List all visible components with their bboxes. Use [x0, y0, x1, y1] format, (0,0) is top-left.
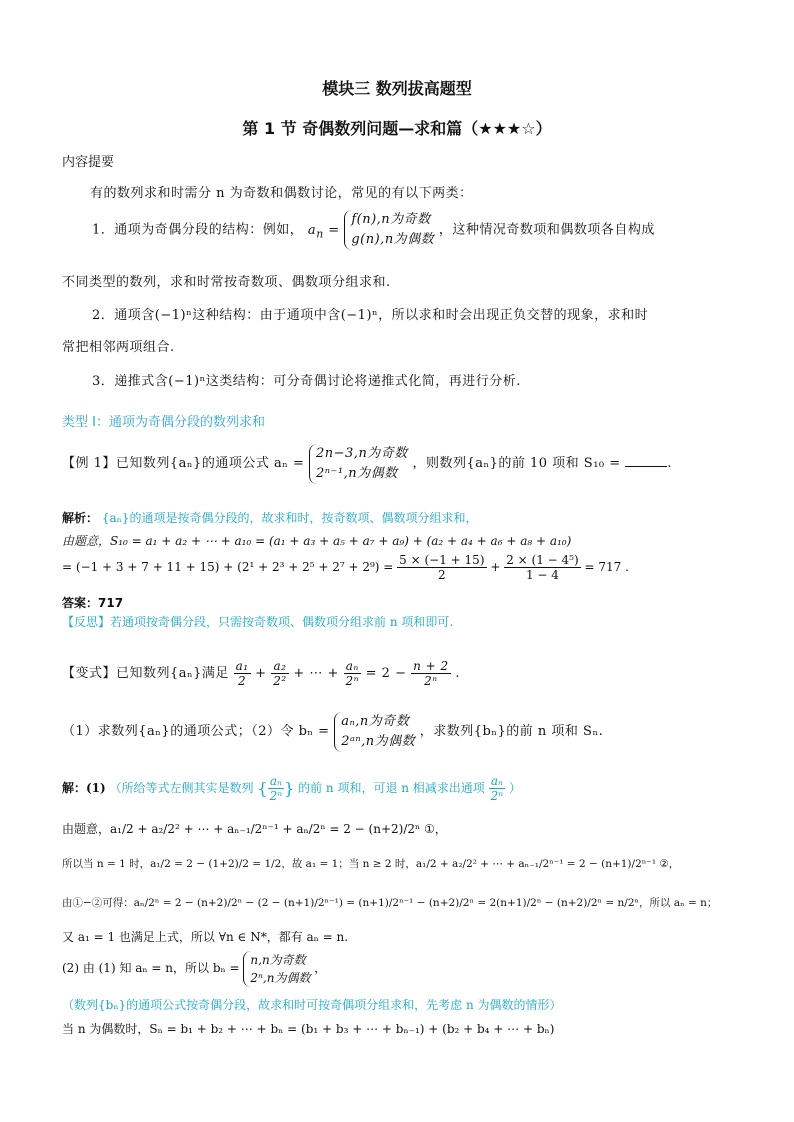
variant-plus: + [255, 666, 267, 681]
variant-question-suffix: ，求数列{bₙ}的前 n 项和 Sₙ. [419, 724, 604, 739]
variant-prefix: 【变式】已知数列{aₙ}满足 [62, 666, 229, 681]
solution-2-line-4: 由①−②可得：aₙ/2ⁿ = 2 − (n+2)/2ⁿ − (2 − (n+1)/2ⁿ⁻¹) = (n+1)/2ⁿ⁻¹ − (n+2)/2ⁿ = 2(n+1)/2ⁿ − (n+2)/2ⁿ = n/2ⁿ，所以 aₙ = n； [62, 897, 718, 909]
example-1-suffix: ，则数列{aₙ}的前 10 项和 S₁₀ = [412, 456, 621, 471]
solution-2-hint-fraction [268, 774, 285, 803]
summary-heading: 内容提要 [62, 155, 115, 170]
solution-2-hint-c: ） [508, 781, 521, 795]
variant-fraction-3-num: aₙ [344, 659, 362, 674]
variant-fraction-4-den: 2ⁿ [424, 674, 438, 688]
solution-2-hint-a: （所给等式左侧其实是数列 [109, 781, 254, 795]
variant-statement [62, 656, 460, 692]
solution-2-hint-2: （数列{bₙ}的通项公式按奇偶分段，故求和时可按奇偶项分组求和，先考虑 n 为偶数的情形） [62, 998, 562, 1012]
variant-fraction-4 [411, 659, 451, 688]
example-1-case-2: 2ⁿ⁻¹,n为偶数 [316, 465, 398, 481]
variant-fraction-1 [234, 659, 251, 688]
solution-1-line-2: 由题意，S₁₀ = a₁ + a₂ + ⋯ + a₁₀ = (a₁ + a₃ + a₅ + a₇ + a₉) + (a₂ + a₄ + a₆ + a₈ + a₁₀) [62, 534, 572, 548]
item-1-case-2: g(n),n为偶数 [351, 232, 435, 247]
solution-2-hint-fraction-2 [489, 774, 506, 803]
variant-end: . [455, 666, 460, 681]
reflection-1: 【反思】若通项按奇偶分段，只需按奇数项、偶数项分组求前 n 项和即可. [62, 615, 454, 629]
right-brace-icon: } [284, 778, 295, 798]
example-1 [62, 442, 672, 486]
item-2-line-2: 常把相邻两项组合. [62, 340, 175, 355]
fraction-1-denominator: 2 [438, 568, 446, 582]
item-1-prefix: 1．通项为奇偶分段的结构：例如， [92, 222, 304, 238]
example-1-case-1: 2n−3,n为奇数 [316, 445, 408, 461]
variant-dots: + ⋯ + [293, 666, 339, 681]
item-1-continued: 不同类型的数列，求和时常按奇数项、偶数项分组求和. [62, 275, 391, 290]
variant-question-prefix: （1）求数列{aₙ}的通项公式；（2）令 bₙ = [62, 724, 330, 739]
variant-fraction-2 [271, 659, 288, 688]
item-2-line-1: 2．通项含(−1)ⁿ这种结构：由于通项中含(−1)ⁿ，所以求和时会出现正负交替的现象，求和时 [92, 308, 649, 323]
solution-2-line-5: 又 a₁ = 1 也满足上式，所以 ∀n ∈ N*，都有 aₙ = n. [62, 930, 349, 944]
solution-2-hint-b: 的前 n 项和，可退 n 相减求出通项 [298, 781, 485, 795]
item-1 [92, 210, 655, 254]
variant-fraction-3 [344, 659, 362, 688]
fraction-2-denominator: 1 − 4 [525, 568, 559, 582]
fraction-2-numerator: 2 × (1 − 4⁵) [506, 553, 579, 567]
variant-fraction-4-num: n + 2 [413, 659, 449, 673]
hint-fraction-2-den: 2ⁿ [490, 789, 504, 803]
plus-sign: + [490, 560, 501, 574]
variant-question [62, 710, 603, 754]
variant-question-cases [334, 712, 415, 752]
solution-2-part-2-prefix: (2) 由 (1) 知 aₙ = n，所以 bₙ = [62, 961, 240, 975]
solution-2-cases [243, 951, 310, 987]
solution-2-line-7: 当 n 为偶数时，Sₙ = b₁ + b₂ + ⋯ + bₙ = (b₁ + b₃ + ⋯ + bₙ₋₁) + (b₂ + b₄ + ⋯ + bₙ) [62, 1022, 555, 1036]
solution-1-fraction-2 [504, 553, 580, 582]
solution-2-label: 解：(1) [62, 781, 106, 795]
solution-2-case-2: 2ⁿ,n为偶数 [250, 970, 311, 985]
answer-1: 答案：717 [62, 596, 124, 610]
solution-2-line-2: 由题意，a₁/2 + a₂/2² + ⋯ + aₙ₋₁/2ⁿ⁻¹ + aₙ/2ⁿ = 2 − (n+2)/2ⁿ ①， [62, 822, 447, 836]
solution-2-line-3: 所以当 n = 1 时，a₁/2 = 2 − (1+2)/2 = 1/2，故 a₁ = 1；当 n ≥ 2 时，a₁/2 + a₂/2² + ⋯ + aₙ₋₁/2ⁿ⁻¹ = 2 − (n+1)/2ⁿ⁻¹ ②， [62, 858, 680, 870]
item-1-cases [344, 210, 434, 250]
variant-fraction-1-num: a₁ [235, 659, 249, 673]
solution-1-result: = 717 . [584, 560, 629, 574]
solution-1-fraction-1 [397, 553, 486, 582]
solution-2-case-1: n,n为奇数 [250, 952, 306, 967]
example-1-prefix: 【例 1】已知数列{aₙ}的通项公式 aₙ = [62, 456, 305, 471]
variant-equals: = 2 − [365, 666, 407, 681]
left-brace-icon: { [257, 778, 268, 798]
item-1-case-1: f(n),n为奇数 [351, 212, 431, 227]
variant-fraction-1-den: 2 [237, 674, 247, 688]
intro-text: 有的数列求和时需分 n 为奇数和偶数讨论，常见的有以下两类： [90, 186, 473, 201]
item-3: 3．递推式含(−1)ⁿ这类结构：可分奇偶讨论将递推式化简，再进行分析. [92, 374, 521, 389]
variant-fraction-2-num: a₂ [271, 659, 288, 674]
example-1-cases [309, 444, 408, 484]
solution-1-line-3 [62, 551, 629, 583]
hint-fraction-2-num: aₙ [489, 774, 506, 789]
hint-fraction-den: 2ⁿ [269, 789, 283, 803]
solution-2-line-6 [62, 948, 326, 988]
section-title: 第 1 节 奇偶数列问题—求和篇（★★★☆） [242, 119, 552, 138]
variant-case-2: 2ᵃⁿ,n为偶数 [341, 733, 416, 749]
example-1-end: . [667, 456, 672, 471]
answer-blank[interactable] [625, 454, 667, 467]
solution-1-line-3a: = (−1 + 3 + 7 + 11 + 15) + (2¹ + 2³ + 2⁵ + 2⁷ + 2⁹) = [62, 560, 394, 574]
variant-fraction-2-den: 2² [273, 674, 287, 688]
variant-case-1: aₙ,n为奇数 [341, 713, 410, 729]
module-title: 模块三 数列拔高题型 [322, 79, 472, 98]
solution-1-line-1 [62, 509, 477, 526]
item-1-suffix: ，这种情况奇数项和偶数项各自构成 [438, 222, 655, 238]
solution-2-line-1 [62, 773, 521, 804]
type-1-heading: 类型 I：通项为奇偶分段的数列求和 [62, 415, 265, 430]
item-1-a-n: $a_n$ = [307, 222, 340, 241]
solution-1-label: 解析： [62, 511, 99, 525]
solution-2-part-2-suffix: ， [314, 961, 327, 975]
variant-fraction-3-den: 2ⁿ [345, 674, 360, 688]
hint-fraction-num: aₙ [268, 774, 285, 789]
fraction-1-numerator: 5 × (−1 + 15) [399, 553, 485, 567]
solution-1-hint: {aₙ}的通项是按奇偶分段的，故求和时，按奇数项、偶数项分组求和， [101, 511, 478, 525]
